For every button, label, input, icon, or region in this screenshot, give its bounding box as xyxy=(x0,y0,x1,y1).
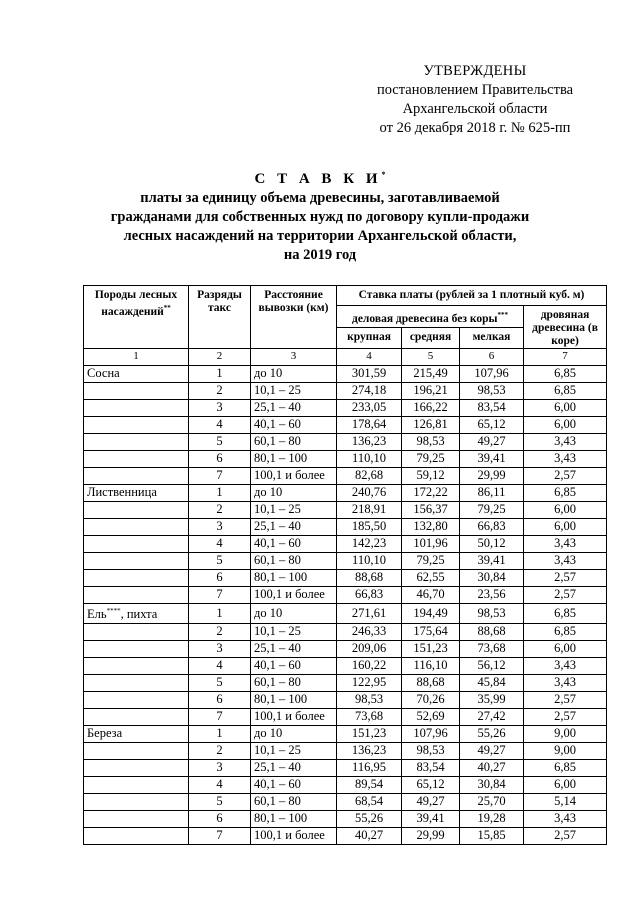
rates-table xyxy=(83,285,607,845)
distance-cell: 40,1 – 60 xyxy=(251,417,337,434)
species-cell xyxy=(84,468,189,485)
column-number: 6 xyxy=(460,349,524,366)
grade-cell: 6 xyxy=(189,810,251,827)
medium-rate-cell: 151,23 xyxy=(402,640,460,657)
large-rate-cell: 66,83 xyxy=(337,587,402,604)
distance-cell: 25,1 – 40 xyxy=(251,640,337,657)
firewood-rate-cell: 3,43 xyxy=(524,451,607,468)
grade-cell: 1 xyxy=(189,604,251,624)
large-rate-cell: 88,68 xyxy=(337,570,402,587)
firewood-rate-cell: 3,43 xyxy=(524,674,607,691)
firewood-rate-cell: 2,57 xyxy=(524,468,607,485)
grade-cell: 4 xyxy=(189,536,251,553)
firewood-rate-cell: 9,00 xyxy=(524,742,607,759)
firewood-rate-cell: 2,57 xyxy=(524,827,607,844)
species-cell xyxy=(84,623,189,640)
approval-line: Архангельской области xyxy=(402,101,548,117)
grade-cell: 5 xyxy=(189,434,251,451)
grade-cell: 6 xyxy=(189,691,251,708)
distance-cell: 100,1 и более xyxy=(251,587,337,604)
table-row xyxy=(84,657,607,674)
firewood-rate-cell: 3,43 xyxy=(524,536,607,553)
grade-cell: 1 xyxy=(189,366,251,383)
grade-cell: 2 xyxy=(189,502,251,519)
small-rate-cell: 73,68 xyxy=(460,640,524,657)
distance-cell: 25,1 – 40 xyxy=(251,400,337,417)
large-rate-cell: 151,23 xyxy=(337,725,402,742)
grade-cell: 3 xyxy=(189,519,251,536)
small-rate-cell: 39,41 xyxy=(460,451,524,468)
medium-rate-cell: 98,53 xyxy=(402,434,460,451)
medium-rate-cell: 116,10 xyxy=(402,657,460,674)
small-rate-cell: 40,27 xyxy=(460,759,524,776)
table-row xyxy=(84,502,607,519)
medium-rate-cell: 166,22 xyxy=(402,400,460,417)
medium-rate-cell: 98,53 xyxy=(402,742,460,759)
table-row xyxy=(84,417,607,434)
grade-cell: 4 xyxy=(189,657,251,674)
small-rate-cell: 29,99 xyxy=(460,468,524,485)
medium-rate-cell: 83,54 xyxy=(402,759,460,776)
species-cell xyxy=(84,570,189,587)
distance-cell: 80,1 – 100 xyxy=(251,810,337,827)
header-large: крупная xyxy=(337,327,402,348)
species-cell xyxy=(84,417,189,434)
large-rate-cell: 271,61 xyxy=(337,604,402,624)
small-rate-cell: 86,11 xyxy=(460,485,524,502)
firewood-rate-cell: 6,85 xyxy=(524,759,607,776)
title-footnote-mark: * xyxy=(381,170,386,179)
approval-heading: УТВЕРЖДЕНЫ xyxy=(423,63,527,79)
medium-rate-cell: 132,80 xyxy=(402,519,460,536)
firewood-rate-cell: 6,85 xyxy=(524,485,607,502)
firewood-rate-cell: 6,00 xyxy=(524,776,607,793)
small-rate-cell: 45,84 xyxy=(460,674,524,691)
large-rate-cell: 246,33 xyxy=(337,623,402,640)
large-rate-cell: 122,95 xyxy=(337,674,402,691)
firewood-rate-cell: 6,00 xyxy=(524,400,607,417)
small-rate-cell: 15,85 xyxy=(460,827,524,844)
small-rate-cell: 19,28 xyxy=(460,810,524,827)
table-row xyxy=(84,776,607,793)
distance-cell: 100,1 и более xyxy=(251,708,337,725)
table-row xyxy=(84,553,607,570)
firewood-rate-cell: 9,00 xyxy=(524,725,607,742)
firewood-rate-cell: 6,85 xyxy=(524,366,607,383)
small-rate-cell: 83,54 xyxy=(460,400,524,417)
firewood-rate-cell: 6,00 xyxy=(524,519,607,536)
species-cell: Береза xyxy=(84,725,189,742)
small-rate-cell: 66,83 xyxy=(460,519,524,536)
grade-cell: 2 xyxy=(189,742,251,759)
distance-cell: 100,1 и более xyxy=(251,827,337,844)
species-cell: Лиственница xyxy=(84,485,189,502)
large-rate-cell: 233,05 xyxy=(337,400,402,417)
small-rate-cell: 39,41 xyxy=(460,553,524,570)
column-number: 3 xyxy=(251,349,337,366)
table-row xyxy=(84,383,607,400)
table-row xyxy=(84,708,607,725)
small-rate-cell: 49,27 xyxy=(460,434,524,451)
species-cell xyxy=(84,776,189,793)
table-row xyxy=(84,623,607,640)
distance-cell: 60,1 – 80 xyxy=(251,793,337,810)
header-firewood: дровяная древесина (в коре) xyxy=(524,306,607,349)
medium-rate-cell: 194,49 xyxy=(402,604,460,624)
approval-block xyxy=(350,62,600,138)
large-rate-cell: 82,68 xyxy=(337,468,402,485)
species-cell xyxy=(84,691,189,708)
small-rate-cell: 49,27 xyxy=(460,742,524,759)
distance-cell: 60,1 – 80 xyxy=(251,553,337,570)
species-cell: Сосна xyxy=(84,366,189,383)
firewood-rate-cell: 2,57 xyxy=(524,691,607,708)
large-rate-cell: 160,22 xyxy=(337,657,402,674)
large-rate-cell: 40,27 xyxy=(337,827,402,844)
table-row xyxy=(84,451,607,468)
column-number: 2 xyxy=(189,349,251,366)
large-rate-cell: 98,53 xyxy=(337,691,402,708)
document-title xyxy=(60,165,580,265)
small-rate-cell: 79,25 xyxy=(460,502,524,519)
table-row xyxy=(84,570,607,587)
distance-cell: до 10 xyxy=(251,485,337,502)
small-rate-cell: 98,53 xyxy=(460,604,524,624)
table-row xyxy=(84,485,607,502)
grade-cell: 7 xyxy=(189,587,251,604)
header-grade: Разряды такс xyxy=(189,286,251,349)
medium-rate-cell: 62,55 xyxy=(402,570,460,587)
medium-rate-cell: 79,25 xyxy=(402,451,460,468)
medium-rate-cell: 175,64 xyxy=(402,623,460,640)
firewood-rate-cell: 3,43 xyxy=(524,434,607,451)
table-row xyxy=(84,691,607,708)
grade-cell: 7 xyxy=(189,827,251,844)
column-number: 4 xyxy=(337,349,402,366)
table-row xyxy=(84,366,607,383)
medium-rate-cell: 88,68 xyxy=(402,674,460,691)
small-rate-cell: 30,84 xyxy=(460,776,524,793)
firewood-rate-cell: 3,43 xyxy=(524,810,607,827)
grade-cell: 3 xyxy=(189,400,251,417)
distance-cell: 10,1 – 25 xyxy=(251,502,337,519)
medium-rate-cell: 215,49 xyxy=(402,366,460,383)
species-cell xyxy=(84,674,189,691)
distance-cell: 40,1 – 60 xyxy=(251,657,337,674)
grade-cell: 4 xyxy=(189,776,251,793)
distance-cell: 80,1 – 100 xyxy=(251,570,337,587)
distance-cell: 80,1 – 100 xyxy=(251,451,337,468)
header-medium: средняя xyxy=(402,327,460,348)
large-rate-cell: 68,54 xyxy=(337,793,402,810)
table-row xyxy=(84,536,607,553)
table-row xyxy=(84,434,607,451)
grade-cell: 5 xyxy=(189,553,251,570)
small-rate-cell: 50,12 xyxy=(460,536,524,553)
grade-cell: 4 xyxy=(189,417,251,434)
medium-rate-cell: 79,25 xyxy=(402,553,460,570)
header-small: мелкая xyxy=(460,327,524,348)
small-rate-cell: 98,53 xyxy=(460,383,524,400)
large-rate-cell: 136,23 xyxy=(337,434,402,451)
rates-body xyxy=(84,366,607,845)
distance-cell: 60,1 – 80 xyxy=(251,434,337,451)
medium-rate-cell: 156,37 xyxy=(402,502,460,519)
grade-cell: 2 xyxy=(189,383,251,400)
large-rate-cell: 55,26 xyxy=(337,810,402,827)
column-number: 1 xyxy=(84,349,189,366)
small-rate-cell: 25,70 xyxy=(460,793,524,810)
header-rate: Ставка платы (рублей за 1 плотный куб. м) xyxy=(337,286,607,306)
table-row xyxy=(84,725,607,742)
medium-rate-cell: 196,21 xyxy=(402,383,460,400)
distance-cell: до 10 xyxy=(251,725,337,742)
table-row xyxy=(84,587,607,604)
medium-rate-cell: 29,99 xyxy=(402,827,460,844)
distance-cell: 100,1 и более xyxy=(251,468,337,485)
small-rate-cell: 56,12 xyxy=(460,657,524,674)
medium-rate-cell: 65,12 xyxy=(402,776,460,793)
species-cell xyxy=(84,742,189,759)
table-row xyxy=(84,519,607,536)
grade-cell: 3 xyxy=(189,640,251,657)
large-rate-cell: 301,59 xyxy=(337,366,402,383)
firewood-rate-cell: 3,43 xyxy=(524,553,607,570)
distance-cell: 80,1 – 100 xyxy=(251,691,337,708)
firewood-rate-cell: 2,57 xyxy=(524,708,607,725)
small-rate-cell: 88,68 xyxy=(460,623,524,640)
firewood-rate-cell: 2,57 xyxy=(524,570,607,587)
firewood-rate-cell: 3,43 xyxy=(524,657,607,674)
species-cell xyxy=(84,383,189,400)
distance-cell: 10,1 – 25 xyxy=(251,623,337,640)
column-number: 5 xyxy=(402,349,460,366)
firewood-rate-cell: 5,14 xyxy=(524,793,607,810)
grade-cell: 5 xyxy=(189,674,251,691)
title-line: на 2019 год xyxy=(283,247,357,263)
large-rate-cell: 209,06 xyxy=(337,640,402,657)
species-cell xyxy=(84,793,189,810)
species-cell xyxy=(84,657,189,674)
species-cell xyxy=(84,400,189,417)
large-rate-cell: 110,10 xyxy=(337,553,402,570)
approval-date: от 26 декабря 2018 г. № 625-пп xyxy=(379,120,571,136)
table-row xyxy=(84,604,607,624)
small-rate-cell: 65,12 xyxy=(460,417,524,434)
small-rate-cell: 35,99 xyxy=(460,691,524,708)
firewood-rate-cell: 6,85 xyxy=(524,623,607,640)
header-distance: Расстояние вывозки (км) xyxy=(251,286,337,349)
grade-cell: 7 xyxy=(189,708,251,725)
table-row xyxy=(84,759,607,776)
column-number-row xyxy=(84,349,607,366)
grade-cell: 2 xyxy=(189,623,251,640)
distance-cell: 25,1 – 40 xyxy=(251,519,337,536)
medium-rate-cell: 59,12 xyxy=(402,468,460,485)
large-rate-cell: 218,91 xyxy=(337,502,402,519)
species-cell xyxy=(84,640,189,657)
species-cell xyxy=(84,708,189,725)
medium-rate-cell: 39,41 xyxy=(402,810,460,827)
small-rate-cell: 55,26 xyxy=(460,725,524,742)
distance-cell: 10,1 – 25 xyxy=(251,742,337,759)
grade-cell: 6 xyxy=(189,570,251,587)
title-main: С Т А В К И* xyxy=(254,170,386,187)
large-rate-cell: 240,76 xyxy=(337,485,402,502)
firewood-rate-cell: 2,57 xyxy=(524,587,607,604)
table-row xyxy=(84,400,607,417)
firewood-rate-cell: 6,00 xyxy=(524,502,607,519)
grade-cell: 6 xyxy=(189,451,251,468)
species-cell xyxy=(84,434,189,451)
small-rate-cell: 27,42 xyxy=(460,708,524,725)
header-business-wood: деловая древесина без коры*** xyxy=(337,306,524,328)
grade-cell: 5 xyxy=(189,793,251,810)
large-rate-cell: 178,64 xyxy=(337,417,402,434)
grade-cell: 3 xyxy=(189,759,251,776)
medium-rate-cell: 70,26 xyxy=(402,691,460,708)
firewood-rate-cell: 6,00 xyxy=(524,640,607,657)
title-line: гражданами для собственных нужд по договору купли-продажи xyxy=(110,209,530,225)
distance-cell: до 10 xyxy=(251,366,337,383)
large-rate-cell: 89,54 xyxy=(337,776,402,793)
medium-rate-cell: 52,69 xyxy=(402,708,460,725)
table-row xyxy=(84,827,607,844)
table-row xyxy=(84,742,607,759)
header-species: Породы лесных насаждений** xyxy=(84,286,189,349)
small-rate-cell: 30,84 xyxy=(460,570,524,587)
species-cell xyxy=(84,519,189,536)
table-row xyxy=(84,468,607,485)
large-rate-cell: 110,10 xyxy=(337,451,402,468)
species-cell xyxy=(84,502,189,519)
large-rate-cell: 73,68 xyxy=(337,708,402,725)
medium-rate-cell: 49,27 xyxy=(402,793,460,810)
grade-cell: 7 xyxy=(189,468,251,485)
large-rate-cell: 142,23 xyxy=(337,536,402,553)
large-rate-cell: 274,18 xyxy=(337,383,402,400)
medium-rate-cell: 46,70 xyxy=(402,587,460,604)
grade-cell: 1 xyxy=(189,725,251,742)
medium-rate-cell: 101,96 xyxy=(402,536,460,553)
species-cell xyxy=(84,553,189,570)
table-row xyxy=(84,810,607,827)
species-cell xyxy=(84,827,189,844)
small-rate-cell: 107,96 xyxy=(460,366,524,383)
table-row xyxy=(84,793,607,810)
species-cell xyxy=(84,810,189,827)
species-cell xyxy=(84,587,189,604)
title-line: платы за единицу объема древесины, заготавливаемой xyxy=(140,190,500,206)
distance-cell: 40,1 – 60 xyxy=(251,536,337,553)
species-cell xyxy=(84,759,189,776)
title-line: лесных насаждений на территории Архангельской области, xyxy=(123,228,517,244)
firewood-rate-cell: 6,00 xyxy=(524,417,607,434)
firewood-rate-cell: 6,85 xyxy=(524,604,607,624)
species-cell: Ель****, пихта xyxy=(84,604,189,624)
table-row xyxy=(84,674,607,691)
medium-rate-cell: 172,22 xyxy=(402,485,460,502)
large-rate-cell: 136,23 xyxy=(337,742,402,759)
distance-cell: 60,1 – 80 xyxy=(251,674,337,691)
column-number: 7 xyxy=(524,349,607,366)
grade-cell: 1 xyxy=(189,485,251,502)
species-cell xyxy=(84,451,189,468)
distance-cell: 25,1 – 40 xyxy=(251,759,337,776)
medium-rate-cell: 126,81 xyxy=(402,417,460,434)
large-rate-cell: 116,95 xyxy=(337,759,402,776)
firewood-rate-cell: 6,85 xyxy=(524,383,607,400)
approval-line: постановлением Правительства xyxy=(376,82,574,98)
large-rate-cell: 185,50 xyxy=(337,519,402,536)
species-cell xyxy=(84,536,189,553)
distance-cell: 40,1 – 60 xyxy=(251,776,337,793)
small-rate-cell: 23,56 xyxy=(460,587,524,604)
distance-cell: 10,1 – 25 xyxy=(251,383,337,400)
distance-cell: до 10 xyxy=(251,604,337,624)
table-row xyxy=(84,640,607,657)
medium-rate-cell: 107,96 xyxy=(402,725,460,742)
